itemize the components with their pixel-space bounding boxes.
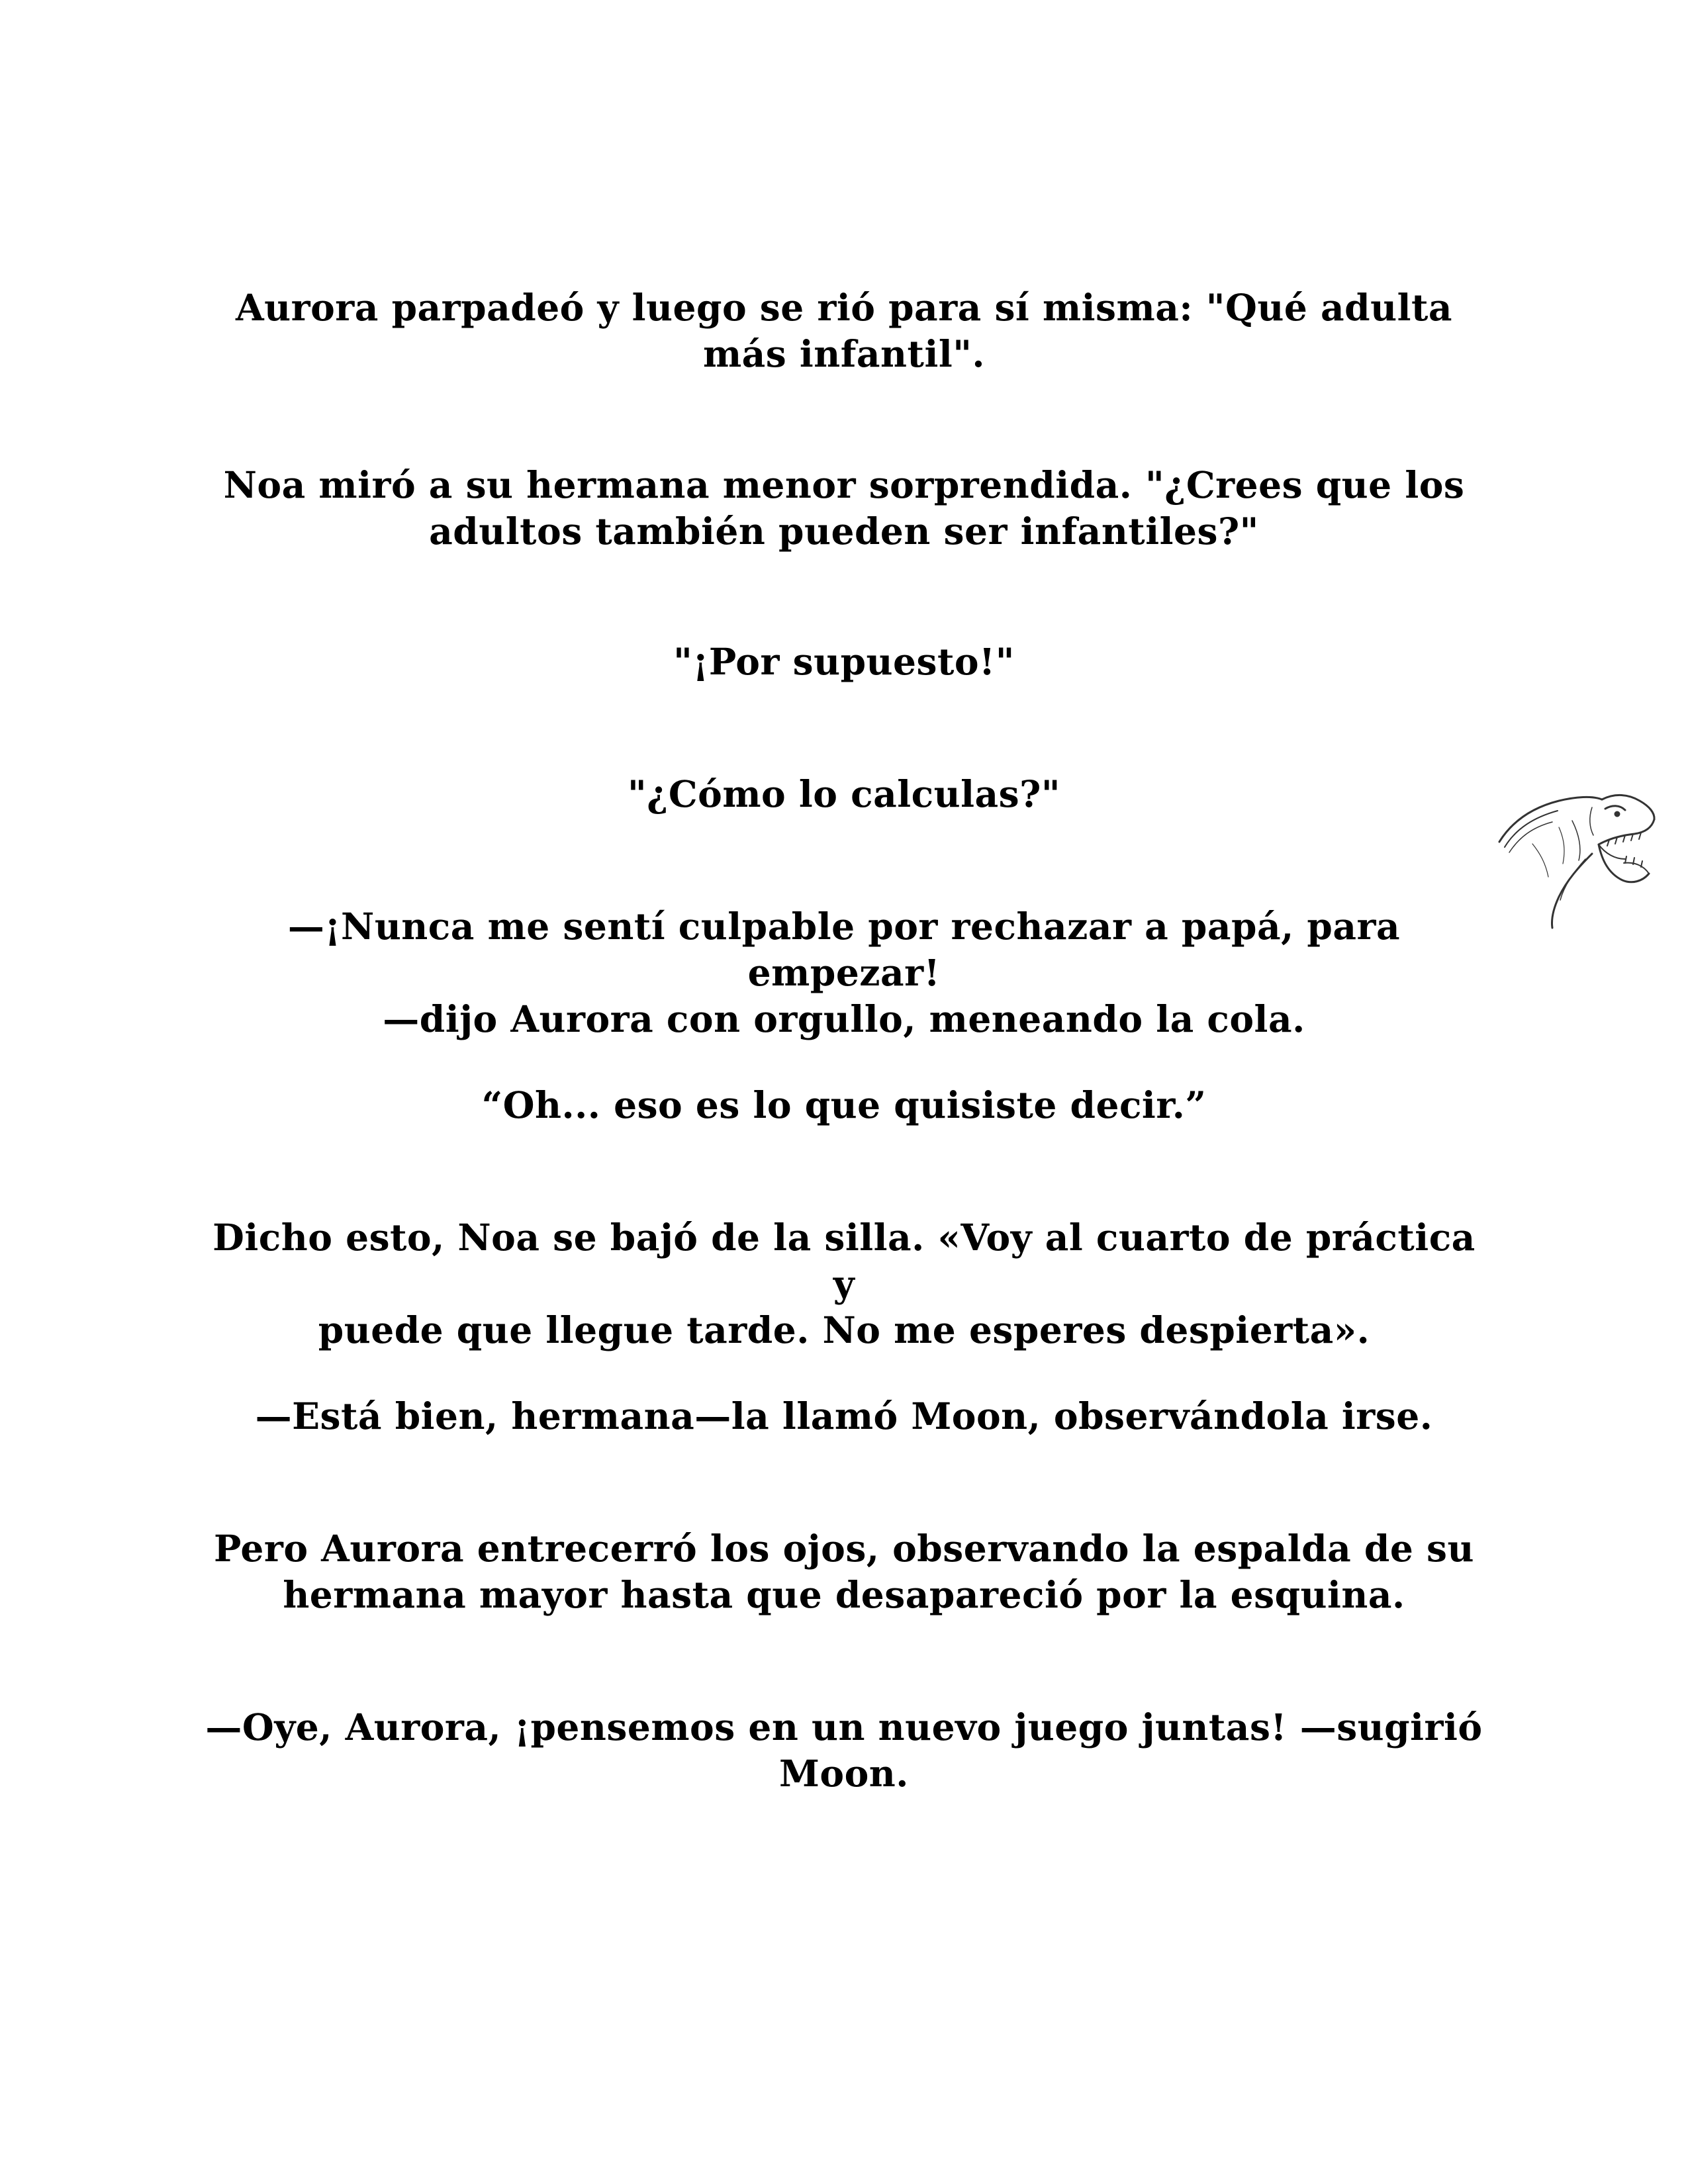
paragraph-10-line-1: —Oye, Aurora, ¡pensemos en un nuevo juego juntas! —sugirió [205, 1706, 1483, 1749]
paragraph-9-line-2: hermana mayor hasta que desapareció por la esquina. [283, 1573, 1405, 1616]
paragraph-2 [199, 462, 1489, 555]
paragraph-1-line-2: más infantil". [702, 332, 986, 375]
paragraph-10-line-2: Moon. [779, 1752, 909, 1795]
paragraph-7-line-1: Dicho esto, Noa se bajó de la silla. «Voy al cuarto de práctica y [212, 1216, 1476, 1305]
paragraph-3 [199, 639, 1489, 685]
paragraph-7 [199, 1214, 1489, 1353]
paragraph-10 [199, 1704, 1489, 1797]
paragraph-9-line-1: Pero Aurora entrecerró los ojos, observando la espalda de su [214, 1527, 1474, 1570]
paragraph-1-line-1: Aurora parpadeó y luego se rió para sí misma: "Qué adulta [235, 286, 1453, 329]
paragraph-9 [199, 1525, 1489, 1618]
paragraph-5-line-1: —¡Nunca me sentí culpable por rechazar a papá, para empezar! [287, 905, 1401, 994]
paragraph-2-line-1: Noa miró a su hermana menor sorprendida. "¿Crees que los [223, 463, 1465, 506]
paragraph-2-line-2: adultos también pueden ser infantiles?" [429, 510, 1259, 553]
dinosaur-sketch-icon [1493, 781, 1662, 932]
paragraph-4 [199, 771, 1489, 817]
paragraph-5 [199, 903, 1489, 1042]
paragraph-6 [199, 1082, 1489, 1128]
paragraph-7-line-2: puede que llegue tarde. No me esperes despierta». [318, 1308, 1370, 1351]
paragraph-4-line-1: "¿Cómo lo calculas?" [628, 772, 1060, 815]
paragraph-3-line-1: "¡Por supuesto!" [673, 640, 1015, 683]
paragraph-8 [199, 1393, 1489, 1439]
paragraph-6-line-1: “Oh... eso es lo que quisiste decir.” [481, 1083, 1207, 1126]
paragraph-8-line-1: —Está bien, hermana—la llamó Moon, observándola irse. [255, 1394, 1433, 1437]
paragraph-1 [199, 285, 1489, 377]
paragraph-5-line-2: —dijo Aurora con orgullo, meneando la cola. [383, 997, 1305, 1040]
